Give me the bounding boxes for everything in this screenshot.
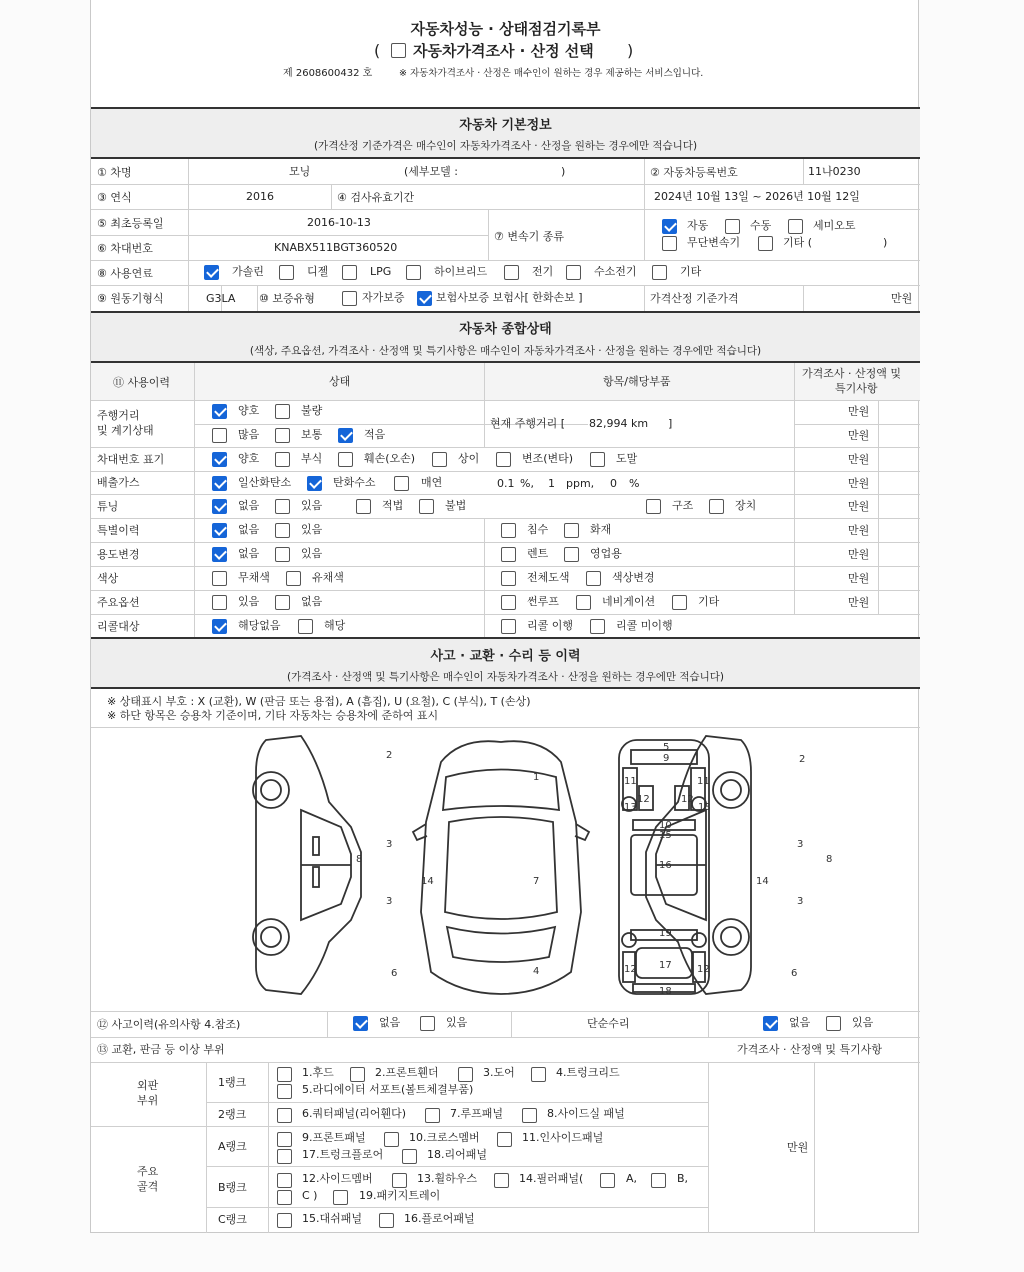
rank2-label: 2랭크: [218, 1108, 247, 1121]
mileage-level-price-unit: 만원: [848, 429, 870, 442]
smoke-unit: %: [629, 477, 640, 490]
accident-history-label: ⑫ 사고이력(유의사항 4.참조): [97, 1018, 241, 1031]
trans-auto-label: 자동: [687, 219, 709, 232]
diagram-label-14-left: 14: [421, 876, 434, 887]
part-radiator-label: 5.라디에이터 서포트(볼트체결부품): [302, 1083, 474, 1096]
mileage-normal-label: 보통: [301, 428, 323, 441]
part-hood-label: 1.후드: [302, 1066, 334, 1079]
part-sidemember-checkbox[interactable]: [277, 1173, 292, 1188]
usage-price-unit: 만원: [848, 548, 870, 561]
part-wheelhouse-label: 13.휠하우스: [417, 1172, 477, 1185]
odometer-label: 현재 주행거리 [: [490, 417, 566, 430]
mileage-label-1: 주행거리: [97, 409, 140, 422]
option-etc-label: 기타: [698, 595, 720, 608]
tuning-illegal-checkbox[interactable]: [419, 499, 434, 514]
part-pillar-c-label: C ): [302, 1189, 318, 1202]
vinmark-alter-checkbox[interactable]: [496, 452, 511, 467]
price-survey-title: 자동차가격조사 · 산정 선택: [413, 42, 594, 60]
frame-label-2: 골격: [137, 1180, 159, 1193]
option-sunroof-label: 썬루프: [527, 595, 559, 608]
emission-co-label: 일산화탄소: [238, 476, 292, 489]
usage-exist-checkbox[interactable]: [275, 547, 290, 562]
fuel-electric-checkbox[interactable]: [504, 265, 519, 280]
emission-hc-label: 탄화수소: [333, 476, 376, 489]
diagram-label-4: 4: [533, 966, 540, 977]
fuel-label: ⑧ 사용연료: [97, 267, 153, 280]
part-crossmember-label: 10.크로스멤버: [409, 1131, 480, 1144]
trans-auto-checkbox[interactable]: [662, 219, 677, 234]
recall-done-checkbox[interactable]: [501, 619, 516, 634]
fuel-lpg-label: LPG: [370, 265, 392, 278]
fuel-hydrogen-checkbox[interactable]: [566, 265, 581, 280]
tuning-illegal-label: 불법: [445, 499, 467, 512]
diagram-label-18: 18: [659, 986, 672, 997]
vinmark-label: 차대번호 표기: [97, 453, 165, 466]
diagram-label-17: 17: [659, 960, 672, 971]
fuel-gasoline-checkbox[interactable]: [204, 265, 219, 280]
part-sidesill-checkbox[interactable]: [522, 1108, 537, 1123]
tuning-device-label: 장치: [735, 499, 757, 512]
history-header: ⑪ 사용이력: [113, 376, 171, 389]
option-no-checkbox[interactable]: [275, 595, 290, 610]
part-floorpanel-label: 16.플로어패널: [404, 1212, 475, 1225]
special-exist-checkbox[interactable]: [275, 523, 290, 538]
paren-open: (: [374, 41, 381, 60]
doc-subtitle: [91, 40, 920, 62]
emission-smoke-checkbox[interactable]: [394, 476, 409, 491]
mileage-many-checkbox[interactable]: [212, 428, 227, 443]
usage-business-checkbox[interactable]: [564, 547, 579, 562]
diagram-label-6-left: 6: [391, 968, 398, 979]
special-none-label: 없음: [238, 523, 260, 536]
emission-smoke-label: 매연: [421, 476, 443, 489]
part-wheelhouse-checkbox[interactable]: [392, 1173, 407, 1188]
diagram-label-16: 16: [659, 860, 672, 871]
car-damage-diagram: [241, 732, 833, 1000]
special-price-unit: 만원: [848, 524, 870, 537]
status-note: (색상, 주요옵션, 가격조사 · 산정액 및 특기사항은 매수인이 자동차가격조사 · 산정을 원하는 경우에만 적습니다): [249, 345, 762, 357]
part-pillar-checkbox[interactable]: [494, 1173, 509, 1188]
diagram-label-12-rear-right: 12: [697, 964, 710, 975]
part-trunkfloor-label: 17.트렁크플로어: [302, 1148, 384, 1161]
detail-model-close: ): [561, 165, 566, 178]
mileage-label-2: 및 계기상태: [97, 424, 154, 437]
fuel-electric-label: 전기: [532, 265, 554, 278]
fuel-etc-checkbox[interactable]: [652, 265, 667, 280]
repair-exist-checkbox[interactable]: [826, 1016, 841, 1031]
color-fullpaint-checkbox[interactable]: [501, 571, 516, 586]
recall-yes-label: 해당: [324, 619, 346, 632]
vin-label: ⑥ 차대번호: [97, 242, 153, 255]
rank1-label: 1랭크: [218, 1076, 247, 1089]
diagram-label-3-left-front: 3: [386, 839, 393, 850]
recall-notdone-label: 리콜 미이행: [616, 619, 673, 632]
usage-label: 용도변경: [97, 548, 140, 561]
engine-value: G3LA: [206, 292, 236, 305]
detail-model-label: (세부모델 :: [404, 165, 458, 178]
diagram-label-12-rear-left: 12: [624, 964, 637, 975]
basic-info-note: (가격산정 기준가격은 매수인이 자동차가격조사 · 산정을 원하는 경우에만 적습니다): [313, 140, 698, 152]
special-exist-label: 있음: [301, 523, 323, 536]
color-change-label: 색상변경: [612, 571, 655, 584]
repair-none-label: 없음: [789, 1016, 811, 1029]
part-packagetray-checkbox[interactable]: [333, 1190, 348, 1205]
color-label: 색상: [97, 572, 119, 585]
emission-price-unit: 만원: [848, 477, 870, 490]
mileage-normal-checkbox[interactable]: [275, 428, 290, 443]
vinmark-price-unit: 만원: [848, 453, 870, 466]
diagram-label-13-left: 13: [624, 802, 637, 813]
diagram-label-6-right: 6: [791, 968, 798, 979]
part-trunkfloor-checkbox[interactable]: [277, 1149, 292, 1164]
fuel-hybrid-label: 하이브리드: [434, 265, 488, 278]
repair-none-checkbox[interactable]: [763, 1016, 778, 1031]
inspection-record-page: [90, 0, 919, 1233]
diagram-label-8-right: 8: [826, 854, 833, 865]
tuning-legal-label: 적법: [382, 499, 404, 512]
diagram-label-9: 9: [663, 753, 670, 764]
color-chromatic-label: 유채색: [312, 571, 344, 584]
price-header-1: 가격조사 · 산정액 및: [802, 367, 901, 380]
special-none-checkbox[interactable]: [212, 523, 227, 538]
part-quarter-label: 6.쿼터패널(리어휀다): [302, 1107, 407, 1120]
diagram-label-8-left: 8: [356, 854, 363, 865]
top-view: [413, 741, 589, 994]
vinmark-good-label: 양호: [238, 452, 260, 465]
parts-price-label: 가격조사 · 산정액 및 특기사항: [737, 1043, 882, 1056]
part-dashpanel-label: 15.대쉬패널: [302, 1212, 362, 1225]
diagram-label-3-left-rear: 3: [386, 896, 393, 907]
mileage-few-label: 적음: [364, 428, 386, 441]
fuel-etc-label: 기타: [680, 265, 702, 278]
parts-label: ⑬ 교환, 판금 등 이상 부위: [97, 1043, 225, 1056]
doc-number: 제 2608600432 호: [283, 68, 373, 79]
part-sidesill-label: 8.사이드실 패널: [547, 1107, 625, 1120]
fuel-hydrogen-label: 수소전기: [594, 265, 637, 278]
paren-close: ): [627, 41, 634, 60]
year-value: 2016: [246, 190, 274, 203]
part-pillar-c-checkbox[interactable]: [277, 1190, 292, 1205]
option-price-unit: 만원: [848, 596, 870, 609]
diagram-label-2-right: 2: [799, 754, 806, 765]
price-header-2: 특기사항: [835, 382, 878, 395]
odometer-close: ]: [668, 417, 673, 430]
mileage-many-label: 많음: [238, 428, 260, 441]
meter-bad-checkbox[interactable]: [275, 404, 290, 419]
trans-semi-label: 세미오토: [813, 219, 856, 232]
usage-business-label: 영업용: [590, 547, 622, 560]
state-header: 상태: [329, 375, 351, 388]
tuning-exist-checkbox[interactable]: [275, 499, 290, 514]
option-sunroof-checkbox[interactable]: [501, 595, 516, 610]
hc-unit: ppm,: [566, 477, 595, 490]
legend-line-1: ※ 상태표시 부호 : X (교환), W (판금 또는 용접), A (흠집), U (요철), C (부식), T (손상): [107, 695, 531, 708]
rankA-label: A랭크: [218, 1140, 247, 1153]
trans-etc-label: 기타 (: [783, 236, 813, 249]
option-yes-label: 있음: [238, 595, 260, 608]
part-radiator-checkbox[interactable]: [277, 1084, 292, 1099]
usage-rent-label: 렌트: [527, 547, 549, 560]
option-navi-checkbox[interactable]: [576, 595, 591, 610]
part-floorpanel-checkbox[interactable]: [379, 1213, 394, 1228]
part-door-label: 3.도어: [483, 1066, 515, 1079]
part-hood-checkbox[interactable]: [277, 1067, 292, 1082]
part-trunklid-label: 4.트렁크리드: [556, 1066, 620, 1079]
part-roof-checkbox[interactable]: [425, 1108, 440, 1123]
recall-na-label: 해당없음: [238, 619, 281, 632]
hc-value: 1: [548, 477, 555, 490]
diagram-label-14-right: 14: [756, 876, 769, 887]
co-value: 0.1: [497, 477, 515, 490]
part-dashpanel-checkbox[interactable]: [277, 1213, 292, 1228]
regno-label: ② 자동차등록번호: [650, 166, 738, 179]
fuel-diesel-checkbox[interactable]: [279, 265, 294, 280]
diagram-label-15: 15: [659, 830, 672, 841]
vinmark-rust-checkbox[interactable]: [275, 452, 290, 467]
outer-label-2: 부위: [137, 1094, 159, 1107]
warranty-self-checkbox[interactable]: [342, 291, 357, 306]
option-yes-checkbox[interactable]: [212, 595, 227, 610]
fuel-lpg-checkbox[interactable]: [342, 265, 357, 280]
frame-label-1: 주요: [137, 1165, 159, 1178]
emission-label: 배출가스: [97, 476, 140, 489]
color-fullpaint-label: 전체도색: [527, 571, 570, 584]
tuning-price-unit: 만원: [848, 500, 870, 513]
part-insidepanel-checkbox[interactable]: [497, 1132, 512, 1147]
vinmark-alter-label: 변조(변타): [522, 452, 574, 465]
vinmark-diff-label: 상이: [458, 452, 480, 465]
warranty-label: ⑩ 보증유형: [259, 292, 315, 305]
special-flood-label: 침수: [527, 523, 549, 536]
part-frontpanel-label: 9.프론트패널: [302, 1131, 366, 1144]
accident-none-label: 없음: [379, 1016, 401, 1029]
tuning-legal-checkbox[interactable]: [356, 499, 371, 514]
tuning-none-checkbox[interactable]: [212, 499, 227, 514]
part-fender-checkbox[interactable]: [350, 1067, 365, 1082]
trans-cvt-checkbox[interactable]: [662, 236, 677, 251]
vinmark-diff-checkbox[interactable]: [432, 452, 447, 467]
part-trunklid-checkbox[interactable]: [531, 1067, 546, 1082]
engine-label: ⑨ 원동기형식: [97, 292, 164, 305]
price-survey-checkbox[interactable]: [391, 43, 406, 58]
warranty-self-label: 자가보증: [362, 291, 405, 304]
part-pillar-b-checkbox[interactable]: [651, 1173, 666, 1188]
part-sidemember-label: 12.사이드멤버: [302, 1172, 373, 1185]
warranty-insurance-label: 보험사보증 보험사[ 한화손보 ]: [436, 291, 583, 304]
item-header: 항목/해당부품: [603, 375, 671, 388]
trans-etc-checkbox[interactable]: [758, 236, 773, 251]
vinmark-rust-label: 부식: [301, 452, 323, 465]
diagram-label-3-right-rear: 3: [797, 896, 804, 907]
trans-label: ⑦ 변속기 종류: [494, 230, 564, 243]
diagram-label-2-left: 2: [386, 750, 393, 761]
diagram-label-3-right-front: 3: [797, 839, 804, 850]
part-frontpanel-checkbox[interactable]: [277, 1132, 292, 1147]
tuning-none-label: 없음: [238, 499, 260, 512]
vinmark-damage-label: 훼손(오손): [364, 452, 416, 465]
recall-notdone-checkbox[interactable]: [590, 619, 605, 634]
trans-semi-checkbox[interactable]: [788, 219, 803, 234]
color-change-checkbox[interactable]: [586, 571, 601, 586]
color-achromatic-checkbox[interactable]: [212, 571, 227, 586]
tuning-label: 튜닝: [97, 500, 119, 513]
vinmark-damage-checkbox[interactable]: [338, 452, 353, 467]
diagram-label-11-left: 11: [624, 776, 637, 787]
color-chromatic-checkbox[interactable]: [286, 571, 301, 586]
option-etc-checkbox[interactable]: [672, 595, 687, 610]
option-no-label: 없음: [301, 595, 323, 608]
special-flood-checkbox[interactable]: [501, 523, 516, 538]
simple-repair-label: 단순수리: [587, 1017, 630, 1030]
odometer-value: 82,994 km: [589, 417, 649, 430]
part-insidepanel-label: 11.인사이드패널: [522, 1131, 604, 1144]
part-rearpanel-checkbox[interactable]: [402, 1149, 417, 1164]
price-basis-unit: 만원: [891, 292, 913, 305]
basic-info-title: 자동차 기본정보: [459, 118, 552, 133]
option-navi-label: 네비게이션: [602, 595, 656, 608]
tuning-device-checkbox[interactable]: [709, 499, 724, 514]
usage-none-checkbox[interactable]: [212, 547, 227, 562]
part-pillar-label: 14.필러패널(: [519, 1172, 584, 1185]
emission-co-checkbox[interactable]: [212, 476, 227, 491]
part-pillar-b-label: B,: [677, 1172, 689, 1185]
smoke-value: 0: [610, 477, 617, 490]
usage-exist-label: 있음: [301, 547, 323, 560]
usage-none-label: 없음: [238, 547, 260, 560]
year-label: ③ 연식: [97, 191, 132, 204]
legend-line-2: ※ 하단 항목은 승용차 기준이며, 기타 자동차는 승용차에 준하여 표시: [107, 709, 439, 722]
recall-done-label: 리콜 이행: [527, 619, 574, 632]
doc-title: 자동차성능 · 상태점검기록부: [410, 20, 601, 38]
diagram-label-12-left: 12: [637, 794, 650, 805]
vinmark-stolen-checkbox[interactable]: [590, 452, 605, 467]
tuning-structure-label: 구조: [672, 499, 694, 512]
vin-value: KNABX511BGT360520: [274, 241, 398, 254]
part-quarter-checkbox[interactable]: [277, 1108, 292, 1123]
diagram-label-10: 10: [659, 820, 672, 831]
special-fire-label: 화재: [590, 523, 612, 536]
outer-label-1: 외판: [137, 1079, 159, 1092]
part-packagetray-label: 19.패키지트레이: [359, 1189, 441, 1202]
left-side-view: [253, 736, 361, 994]
accident-exist-checkbox[interactable]: [420, 1016, 435, 1031]
repair-exist-label: 있음: [852, 1016, 874, 1029]
price-basis-label: 가격산정 기준가격: [650, 292, 739, 305]
diagram-label-12-right: 12: [681, 794, 694, 805]
inspect-label: ④ 검사유효기간: [337, 191, 415, 204]
diagram-label-13-right: 13: [698, 802, 711, 813]
car-name-value: 모닝: [289, 165, 311, 178]
firstreg-value: 2016-10-13: [307, 216, 371, 229]
fuel-gasoline-label: 가솔린: [232, 265, 264, 278]
color-price-unit: 만원: [848, 572, 870, 585]
regno-value: 11나0230: [808, 165, 861, 178]
diagram-label-19: 19: [659, 928, 672, 939]
mileage-few-checkbox[interactable]: [338, 428, 353, 443]
special-fire-checkbox[interactable]: [564, 523, 579, 538]
diagram-label-1: 1: [533, 772, 540, 783]
co-unit: %,: [520, 477, 534, 490]
diagram-label-7: 7: [533, 876, 540, 887]
accident-exist-label: 있음: [446, 1016, 468, 1029]
rankB-label: B랭크: [218, 1181, 247, 1194]
tuning-structure-checkbox[interactable]: [646, 499, 661, 514]
part-roof-label: 7.루프패널: [450, 1107, 503, 1120]
part-rearpanel-label: 18.리어패널: [427, 1148, 487, 1161]
fuel-diesel-label: 디젤: [307, 265, 329, 278]
firstreg-label: ⑤ 최초등록일: [97, 217, 164, 230]
meter-bad-label: 불량: [301, 404, 323, 417]
vinmark-good-checkbox[interactable]: [212, 452, 227, 467]
warranty-insurance-checkbox[interactable]: [417, 291, 432, 306]
tuning-exist-label: 있음: [301, 499, 323, 512]
accident-none-checkbox[interactable]: [353, 1016, 368, 1031]
emission-hc-checkbox[interactable]: [307, 476, 322, 491]
fuel-hybrid-checkbox[interactable]: [406, 265, 421, 280]
part-pillar-a-checkbox[interactable]: [600, 1173, 615, 1188]
header-note: ※ 자동차가격조사 · 산정은 매수인이 원하는 경우 제공하는 서비스입니다.: [399, 68, 704, 79]
vinmark-stolen-label: 도말: [616, 452, 638, 465]
option-label: 주요옵션: [97, 596, 140, 609]
meter-good-label: 양호: [238, 404, 260, 417]
meter-good-checkbox[interactable]: [212, 404, 227, 419]
diagram-label-11-right: 11: [697, 776, 710, 787]
trans-etc-close: ): [883, 236, 888, 249]
trans-cvt-label: 무단변속기: [687, 236, 741, 249]
recall-label: 리콜대상: [97, 620, 140, 633]
car-name-label: ① 차명: [97, 166, 132, 179]
color-achromatic-label: 무채색: [238, 571, 270, 584]
recall-na-checkbox[interactable]: [212, 619, 227, 634]
mileage-price-unit: 만원: [848, 405, 870, 418]
usage-rent-checkbox[interactable]: [501, 547, 516, 562]
accident-note: (가격조사 · 산정액 및 특기사항은 매수인이 자동차가격조사 · 산정을 원하는 경우에만 적습니다): [286, 671, 724, 683]
rankC-label: C랭크: [218, 1213, 247, 1226]
trans-manual-label: 수동: [750, 219, 772, 232]
accident-title: 사고 · 교환 · 수리 등 이력: [430, 649, 581, 664]
parts-price-unit: 만원: [787, 1141, 809, 1154]
trans-manual-checkbox[interactable]: [725, 219, 740, 234]
recall-yes-checkbox[interactable]: [298, 619, 313, 634]
part-door-checkbox[interactable]: [458, 1067, 473, 1082]
inspect-value: 2024년 10월 13일 ~ 2026년 10월 12일: [654, 190, 860, 203]
special-label: 특별이력: [97, 524, 140, 537]
part-fender-label: 2.프론트휀더: [375, 1066, 439, 1079]
part-crossmember-checkbox[interactable]: [384, 1132, 399, 1147]
diagram-label-5: 5: [663, 742, 670, 753]
part-pillar-a-label: A,: [626, 1172, 638, 1185]
status-title: 자동차 종합상태: [459, 322, 552, 337]
